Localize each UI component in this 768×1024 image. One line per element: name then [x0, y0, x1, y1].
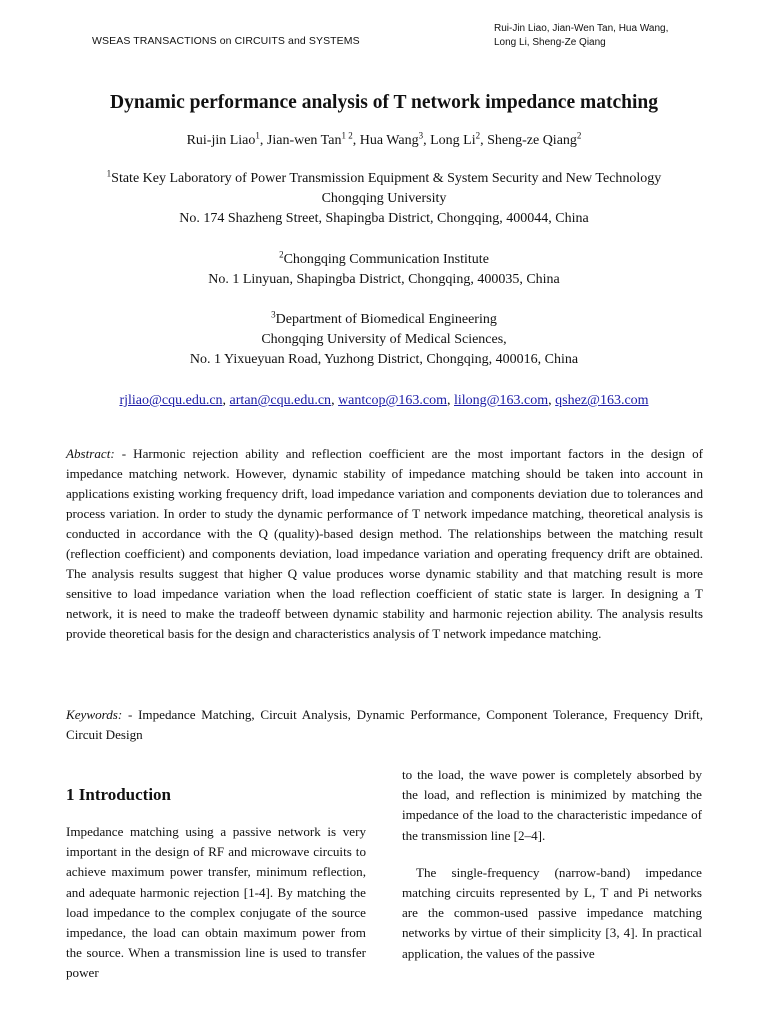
affiliation-text: Department of Biomedical Engineering: [275, 312, 497, 327]
author-name: Rui-jin Liao: [186, 133, 256, 148]
email-link[interactable]: qshez@163.com: [555, 393, 649, 408]
affiliation-1-line-3: No. 174 Shazheng Street, Shapingba District, Chongqing, 400044, China: [179, 211, 589, 226]
right-column: [402, 765, 702, 964]
abstract-label: Abstract:: [66, 446, 115, 461]
author-name: Jian-wen Tan: [266, 133, 342, 148]
author-emails: [0, 391, 768, 411]
affiliation-3-line-2: Chongqing University of Medical Sciences,: [261, 332, 507, 347]
email-separator: ,: [447, 393, 454, 408]
keywords-label: Keywords:: [66, 707, 123, 722]
running-authors: [494, 22, 668, 49]
email-link[interactable]: wantcop@163.com: [338, 393, 447, 408]
affiliation-1-line-1: [0, 169, 768, 189]
author-affiliation-sup: 2: [576, 130, 582, 141]
section-heading-introduction: 1 Introduction: [66, 785, 172, 804]
running-authors-line-2: Long Li, Sheng-Ze Qiang: [494, 36, 606, 48]
intro-paragraph-1: Impedance matching using a passive network is very important in the design of RF and microwave circuits to achieve maximum power transfer, minimum reflection, and adequate harmonic rejection [1-4]. By matching the load impedance to the complex conjugate of the source impedance, the load can obtain maximum power from the source. When a transmission line is used to transfer power: [66, 824, 366, 981]
email-separator: ,: [222, 393, 230, 408]
author-affiliation-sup: 1 2: [341, 130, 353, 141]
author-name: Hua Wang: [359, 133, 419, 148]
abstract-text: - Harmonic rejection ability and reflection coefficient are the most important factors in the design of impedance matching network. However, dynamic stability of impedance matching should be taken into account in applications existing working frequency drift, load impedance variation and components deviation due to tolerances and process variation. In order to study the dynamic performance of T network impedance matching, theoretical analysis is conducted in accordance with the Q (quality)-based design method. The relationships between the matching result (reflection coefficient) and components deviation, load impedance variation and operating frequency drift are obtained. The analysis results suggest that higher Q value produces worse dynamic stability and that matching result is more sensitive to load impedance variation when the load reflection coefficient of static state is larger. In designing a T network, it is need to make the tradeoff between dynamic stability and harmonic rejection ability. The analysis results provide theoretical basis for the design and characteristics analysis of T network impedance matching.: [66, 446, 703, 641]
author-name: Long Li: [430, 133, 476, 148]
affiliation-text: State Key Laboratory of Power Transmission Equipment & System Security and New Technology: [111, 171, 662, 186]
affiliation-3-line-1: [0, 310, 768, 330]
author-affiliation-sup: 1: [255, 130, 260, 141]
paper-title: Dynamic performance analysis of T network impedance matching: [110, 92, 658, 113]
journal-header: WSEAS TRANSACTIONS on CIRCUITS and SYSTEMS: [92, 35, 360, 47]
email-link[interactable]: rjliao@cqu.edu.cn: [119, 393, 223, 408]
affiliation-3-line-3: No. 1 Yixueyuan Road, Yuzhong District, Chongqing, 400016, China: [189, 352, 579, 367]
author-affiliation-sup: 2: [475, 130, 481, 141]
affiliation-sup: 3: [271, 309, 276, 320]
left-column: [66, 822, 366, 984]
affiliation-1-line-2: Chongqing University: [321, 191, 447, 206]
intro-paragraph-2: The single-frequency (narrow-band) impedance matching circuits represented by L, T and Pi networks are the common-used passive impedance matching networks by virtue of their simplicity [3, 4]. In practical application, the values of the passive: [402, 864, 702, 961]
author-affiliation-sup: 3: [418, 130, 424, 141]
author-name: Sheng-ze Qiang: [487, 133, 577, 148]
email-link[interactable]: artan@cqu.edu.cn: [229, 393, 332, 408]
email-link[interactable]: lilong@163.com: [454, 393, 549, 408]
affiliation-text: Chongqing Communication Institute: [283, 252, 489, 267]
affiliation-sup: 2: [279, 249, 284, 260]
email-separator: ,: [548, 393, 556, 408]
affiliation-2-line-2: No. 1 Linyuan, Shapingba District, Chongqing, 400035, China: [208, 272, 560, 287]
affiliation-sup: 1: [106, 168, 112, 179]
author-list: Rui-jin Liao$^1$, Jian-wen Tan$^{1 2}$, Hua Wang$^3$, Long Li$^2$, Sheng-ze Qiang$^2$: [186, 130, 582, 148]
abstract: [66, 444, 703, 644]
keywords-text: - Impedance Matching, Circuit Analysis, Dynamic Performance, Component Tolerance, Frequency Drift, Circuit Design: [66, 707, 703, 742]
intro-paragraph-1-continued: to the load, the wave power is completely absorbed by the load, and reflection is minimized by matching the impedance of the load to the characteristic impedance of the transmission line [2–4].: [402, 767, 702, 843]
keywords: [66, 705, 703, 745]
affiliation-2-line-1: [0, 250, 768, 270]
running-authors-line-1: Rui-Jin Liao, Jian-Wen Tan, Hua Wang,: [494, 23, 669, 34]
email-separator: ,: [331, 393, 339, 408]
